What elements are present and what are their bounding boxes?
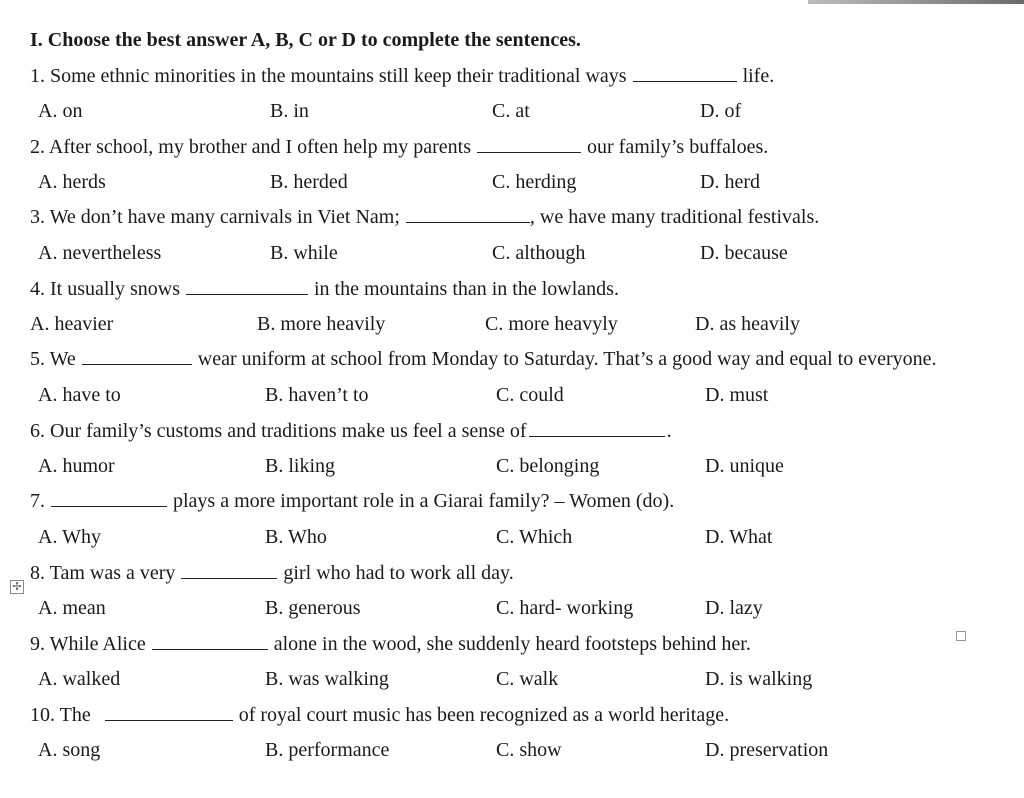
table-resize-handle[interactable] bbox=[956, 631, 966, 641]
option-a: A. have to bbox=[38, 384, 121, 406]
option-a: A. heavier bbox=[30, 313, 114, 335]
question-text: in the mountains than in the lowlands. bbox=[314, 278, 619, 300]
question-1 bbox=[30, 63, 774, 89]
option-a: A. walked bbox=[38, 668, 121, 690]
option-a: A. herds bbox=[38, 171, 106, 193]
option-b: B. more heavily bbox=[257, 313, 386, 335]
answer-blank bbox=[105, 702, 233, 721]
question-text: . bbox=[666, 420, 672, 442]
answer-blank bbox=[152, 631, 268, 650]
question-text: 4. It usually snows bbox=[30, 278, 180, 300]
question-text: 1. Some ethnic minorities in the mountains still keep their traditional ways bbox=[30, 65, 627, 87]
answer-blank bbox=[529, 418, 665, 437]
option-c: C. walk bbox=[496, 668, 559, 690]
option-c: C. although bbox=[492, 242, 586, 264]
option-c: C. belonging bbox=[496, 455, 600, 477]
question-text: 6. Our family’s customs and traditions make us feel a sense of bbox=[30, 420, 527, 442]
question-text: plays a more important role in a Giarai family? – Women (do). bbox=[173, 490, 675, 512]
option-c: C. Which bbox=[496, 526, 573, 548]
option-c: C. at bbox=[492, 100, 530, 122]
question-text: 2. After school, my brother and I often help my parents bbox=[30, 136, 471, 158]
option-b: B. in bbox=[270, 100, 309, 122]
option-b: B. Who bbox=[265, 526, 327, 548]
option-b: B. was walking bbox=[265, 668, 389, 690]
question-9 bbox=[30, 631, 751, 657]
question-text: 9. While Alice bbox=[30, 633, 146, 655]
option-c: C. more heavyly bbox=[485, 313, 618, 335]
answer-blank bbox=[186, 276, 308, 295]
option-b: B. herded bbox=[270, 171, 348, 193]
answer-blank bbox=[633, 63, 737, 82]
option-a: A. song bbox=[38, 739, 101, 761]
question-6 bbox=[30, 418, 672, 444]
table-move-handle-icon[interactable]: ✢ bbox=[10, 580, 24, 594]
option-d: D. is walking bbox=[705, 668, 813, 690]
option-b: B. while bbox=[270, 242, 338, 264]
question-text: of royal court music has been recognized as a world heritage. bbox=[238, 704, 730, 726]
option-d: D. herd bbox=[700, 171, 760, 193]
question-4 bbox=[30, 276, 619, 302]
option-d: D. unique bbox=[705, 455, 784, 477]
option-a: A. Why bbox=[38, 526, 101, 548]
option-d: D. What bbox=[705, 526, 773, 548]
question-text: wear uniform at school from Monday to Saturday. That’s a good way and equal to everyone. bbox=[197, 348, 937, 370]
option-d: D. because bbox=[700, 242, 788, 264]
question-10 bbox=[30, 702, 729, 728]
question-text: alone in the wood, she suddenly heard footsteps behind her. bbox=[273, 633, 751, 655]
question-text: 8. Tam was a very bbox=[30, 562, 176, 584]
question-7 bbox=[30, 488, 674, 514]
question-text: 7. bbox=[30, 490, 45, 512]
option-d: D. preservation bbox=[705, 739, 829, 761]
question-text: life. bbox=[742, 65, 775, 87]
answer-blank bbox=[82, 346, 192, 365]
answer-blank bbox=[406, 204, 530, 223]
question-text: girl who had to work all day. bbox=[283, 562, 514, 584]
question-text: 10. The bbox=[30, 704, 91, 726]
answer-blank bbox=[477, 134, 581, 153]
question-text: 5. We bbox=[30, 348, 76, 370]
option-c: C. herding bbox=[492, 171, 577, 193]
option-a: A. humor bbox=[38, 455, 115, 477]
question-text: our family’s buffaloes. bbox=[587, 136, 769, 158]
question-text: 3. We don’t have many carnivals in Viet Nam; bbox=[30, 206, 400, 228]
option-c: C. show bbox=[496, 739, 562, 761]
option-a: A. mean bbox=[38, 597, 106, 619]
option-d: D. lazy bbox=[705, 597, 763, 619]
option-b: B. performance bbox=[265, 739, 390, 761]
section-heading: I. Choose the best answer A, B, C or D to complete the sentences. bbox=[30, 29, 581, 51]
answer-blank bbox=[181, 560, 277, 579]
question-text: , we have many traditional festivals. bbox=[529, 206, 820, 228]
answer-blank bbox=[51, 488, 167, 507]
option-d: D. of bbox=[700, 100, 742, 122]
question-2 bbox=[30, 134, 768, 160]
option-d: D. must bbox=[705, 384, 769, 406]
option-d: D. as heavily bbox=[695, 313, 800, 335]
option-b: B. haven’t to bbox=[265, 384, 369, 406]
option-b: B. liking bbox=[265, 455, 336, 477]
option-a: A. nevertheless bbox=[38, 242, 162, 264]
question-5 bbox=[30, 346, 937, 372]
question-3 bbox=[30, 204, 819, 230]
question-8 bbox=[30, 560, 514, 586]
option-b: B. generous bbox=[265, 597, 361, 619]
option-c: C. could bbox=[496, 384, 564, 406]
option-c: C. hard- working bbox=[496, 597, 634, 619]
option-a: A. on bbox=[38, 100, 83, 122]
